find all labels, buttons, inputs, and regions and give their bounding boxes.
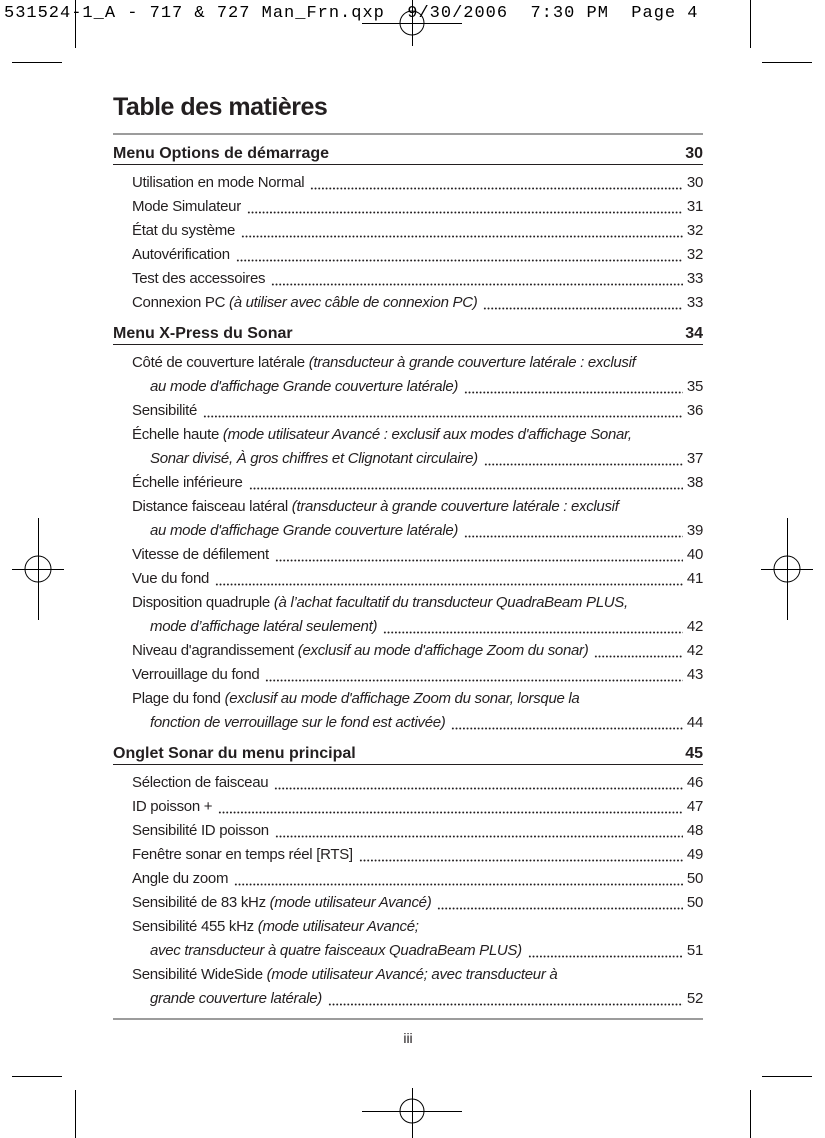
section-page: 30 <box>685 145 703 162</box>
toc-entry <box>113 495 703 519</box>
toc-entry <box>113 591 703 615</box>
toc-entry-label: Plage du fond <box>132 690 221 707</box>
section-title: Menu X-Press du Sonar <box>113 325 293 342</box>
toc-entry-label: Fenêtre sonar en temps réel [RTS] <box>132 846 353 863</box>
toc-entry <box>113 795 703 819</box>
toc-entry <box>113 171 703 195</box>
toc-entry-page: 46 <box>686 774 703 791</box>
toc-entry-page: 48 <box>686 822 703 839</box>
dot-leader <box>310 171 683 195</box>
dot-leader <box>271 267 683 291</box>
dot-leader <box>484 447 683 471</box>
dot-leader <box>328 987 683 1011</box>
toc-section-heading <box>113 744 703 765</box>
page-number: iii <box>403 1030 413 1046</box>
toc-entry-continuation <box>113 615 703 639</box>
toc-entry-page: 50 <box>686 870 703 887</box>
toc-entry-text <box>132 495 619 519</box>
toc-entry-label: Sensibilité WideSide <box>132 966 263 983</box>
toc-entry-text <box>132 687 579 711</box>
toc-entry-page: 40 <box>686 546 703 563</box>
toc-entry <box>113 267 703 291</box>
toc-entry-label: Échelle inférieure <box>132 474 243 491</box>
toc-entry-continuation <box>113 447 703 471</box>
toc-section-heading <box>113 144 703 165</box>
toc-entry <box>113 639 703 663</box>
dot-leader <box>274 771 683 795</box>
toc-entry-label: Sensibilité 455 kHz <box>132 918 254 935</box>
toc-entry-label: Sensibilité de 83 kHz <box>132 894 266 911</box>
toc-entry-note: (mode utilisateur Avancé; <box>257 918 419 935</box>
section-title: Menu Options de démarrage <box>113 145 330 162</box>
file-slug: 531524-1_A - 717 & 727 Man_Frn.qxp 9/30/2006 7:30 PM Page 4 <box>4 4 699 23</box>
dot-leader <box>249 471 683 495</box>
registration-mark-right <box>761 518 813 620</box>
dot-leader <box>203 399 683 423</box>
dot-leader <box>236 243 683 267</box>
dot-leader <box>215 567 683 591</box>
toc-entry-text <box>132 639 588 663</box>
toc-entry <box>113 915 703 939</box>
registration-mark-left <box>12 518 64 620</box>
toc-entry-label: Utilisation en mode Normal <box>132 174 305 191</box>
toc-entry-page: 32 <box>686 246 703 263</box>
section-page: 45 <box>685 745 703 762</box>
footer-rule <box>113 1018 703 1020</box>
toc-entry-page: 50 <box>686 894 703 911</box>
registration-mark-bottom <box>362 1088 462 1138</box>
toc-entry-label: Niveau d'agrandissement <box>132 642 294 659</box>
toc-entry-page: 42 <box>686 642 703 659</box>
section-title: Onglet Sonar du menu principal <box>113 745 356 762</box>
toc-entry-note-continued: mode d’affichage latéral seulement) <box>150 618 378 635</box>
dot-leader <box>483 291 682 315</box>
table-of-contents <box>113 93 703 1020</box>
toc-entry-note: (exclusif au mode d'affichage Zoom du sonar) <box>297 642 589 659</box>
toc-entry-note: (mode utilisateur Avancé; avec transducteur à <box>266 966 558 983</box>
toc-entry-label: Échelle haute <box>132 426 220 443</box>
toc-entry-note: (à utiliser avec câble de connexion PC) <box>229 294 478 311</box>
toc-entry-page: 42 <box>686 618 703 635</box>
toc-entry <box>113 351 703 375</box>
toc-entry-continuation <box>113 987 703 1011</box>
toc-entry <box>113 291 703 315</box>
toc-entry <box>113 687 703 711</box>
dot-leader <box>464 375 683 399</box>
toc-entry-page: 39 <box>686 522 703 539</box>
page-title: Table des matières <box>113 93 328 121</box>
toc-entry <box>113 819 703 843</box>
toc-entry-note-continued: au mode d'affichage Grande couverture latérale) <box>150 378 459 395</box>
toc-entry-note-continued: au mode d'affichage Grande couverture latérale) <box>150 522 459 539</box>
toc-entry-label: Vue du fond <box>132 570 210 587</box>
toc-entry <box>113 891 703 915</box>
toc-entry <box>113 471 703 495</box>
toc-entry <box>113 567 703 591</box>
toc-entry <box>113 843 703 867</box>
toc-entry-text <box>132 423 632 447</box>
dot-leader <box>383 615 683 639</box>
dot-leader <box>218 795 683 819</box>
toc-entry-page: 30 <box>686 174 703 191</box>
crop-mark-bottom-left <box>12 1077 76 1138</box>
toc-entry-note: (transducteur à grande couverture latérale : exclusif <box>308 354 636 371</box>
toc-entry <box>113 399 703 423</box>
toc-entry-note-continued: avec transducteur à quatre faisceaux QuadraBeam PLUS) <box>150 942 522 959</box>
toc-entry-text <box>132 351 636 375</box>
toc-entry-continuation <box>113 711 703 735</box>
toc-entry-label: Sélection de faisceau <box>132 774 269 791</box>
toc-entry-page: 41 <box>686 570 703 587</box>
dot-leader <box>359 843 683 867</box>
dot-leader <box>241 219 683 243</box>
toc-entry-label: Sensibilité ID poisson <box>132 822 269 839</box>
toc-entry <box>113 219 703 243</box>
toc-entry-page: 36 <box>686 402 703 419</box>
toc-entry-label: Angle du zoom <box>132 870 229 887</box>
toc-entry <box>113 867 703 891</box>
toc-entry-note: (à l’achat facultatif du transducteur QuadraBeam PLUS, <box>273 594 628 611</box>
toc-entry-note: (mode utilisateur Avancé : exclusif aux modes d'affichage Sonar, <box>222 426 632 443</box>
toc-entry-page: 51 <box>686 942 703 959</box>
toc-entry-label: Côté de couverture latérale <box>132 354 305 371</box>
toc-entry-text <box>132 915 419 939</box>
dot-leader <box>437 891 683 915</box>
toc-entry-label: Verrouillage du fond <box>132 666 260 683</box>
title-rule <box>113 133 703 135</box>
toc-entry-note-continued: fonction de verrouillage sur le fond est activée) <box>150 714 446 731</box>
toc-entry-text <box>132 291 477 315</box>
dot-leader <box>265 663 682 687</box>
toc-entry-label: Vitesse de défilement <box>132 546 269 563</box>
toc-entry-page: 47 <box>686 798 703 815</box>
toc-entry <box>113 663 703 687</box>
toc-entry-list <box>113 771 703 1011</box>
toc-entry-list <box>113 171 703 315</box>
toc-entry <box>113 195 703 219</box>
dot-leader <box>464 519 683 543</box>
toc-entry-note: (transducteur à grande couverture latérale : exclusif <box>291 498 619 515</box>
toc-entry-page: 44 <box>686 714 703 731</box>
toc-entry-page: 49 <box>686 846 703 863</box>
toc-entry-page: 33 <box>686 294 703 311</box>
toc-entry <box>113 243 703 267</box>
toc-entry-page: 52 <box>686 990 703 1007</box>
toc-entry-label: Disposition quadruple <box>132 594 270 611</box>
dot-leader <box>275 543 683 567</box>
toc-entry-page: 31 <box>686 198 703 215</box>
toc-entry-page: 37 <box>686 450 703 467</box>
toc-entry-continuation <box>113 519 703 543</box>
toc-entry-page: 35 <box>686 378 703 395</box>
toc-entry-page: 38 <box>686 474 703 491</box>
toc-entry-label: Test des accessoires <box>132 270 266 287</box>
toc-entry <box>113 423 703 447</box>
toc-entry-text <box>132 891 431 915</box>
toc-section-heading <box>113 324 703 345</box>
toc-entry-page: 43 <box>686 666 703 683</box>
toc-entry-text <box>132 591 628 615</box>
toc-entry-label: ID poisson + <box>132 798 213 815</box>
toc-entry-list <box>113 351 703 735</box>
toc-entry-label: Autovérification <box>132 246 230 263</box>
section-page: 34 <box>685 325 703 342</box>
crop-mark-bottom-right <box>751 1077 813 1138</box>
toc-entry-page: 33 <box>686 270 703 287</box>
toc-entry <box>113 771 703 795</box>
dot-leader <box>528 939 683 963</box>
toc-entry-continuation <box>113 375 703 399</box>
toc-entry-page: 32 <box>686 222 703 239</box>
toc-entry-label: Distance faisceau latéral <box>132 498 288 515</box>
toc-entry-note: (mode utilisateur Avancé) <box>269 894 432 911</box>
dot-leader <box>275 819 683 843</box>
toc-entry <box>113 543 703 567</box>
dot-leader <box>234 867 683 891</box>
toc-entry-label: État du système <box>132 222 236 239</box>
toc-entry <box>113 963 703 987</box>
toc-entry-text <box>132 963 557 987</box>
toc-entry-note-continued: Sonar divisé, À gros chiffres et Clignotant circulaire) <box>150 450 478 467</box>
crop-mark-top-right <box>751 0 813 63</box>
dot-leader <box>594 639 682 663</box>
toc-entry-label: Connexion PC <box>132 294 226 311</box>
toc-entry-note-continued: grande couverture latérale) <box>150 990 323 1007</box>
toc-entry-label: Mode Simulateur <box>132 198 241 215</box>
toc-entry-note: (exclusif au mode d'affichage Zoom du sonar, lorsque la <box>224 690 580 707</box>
toc-entry-continuation <box>113 939 703 963</box>
toc-entry-label: Sensibilité <box>132 402 198 419</box>
dot-leader <box>247 195 683 219</box>
dot-leader <box>451 711 682 735</box>
